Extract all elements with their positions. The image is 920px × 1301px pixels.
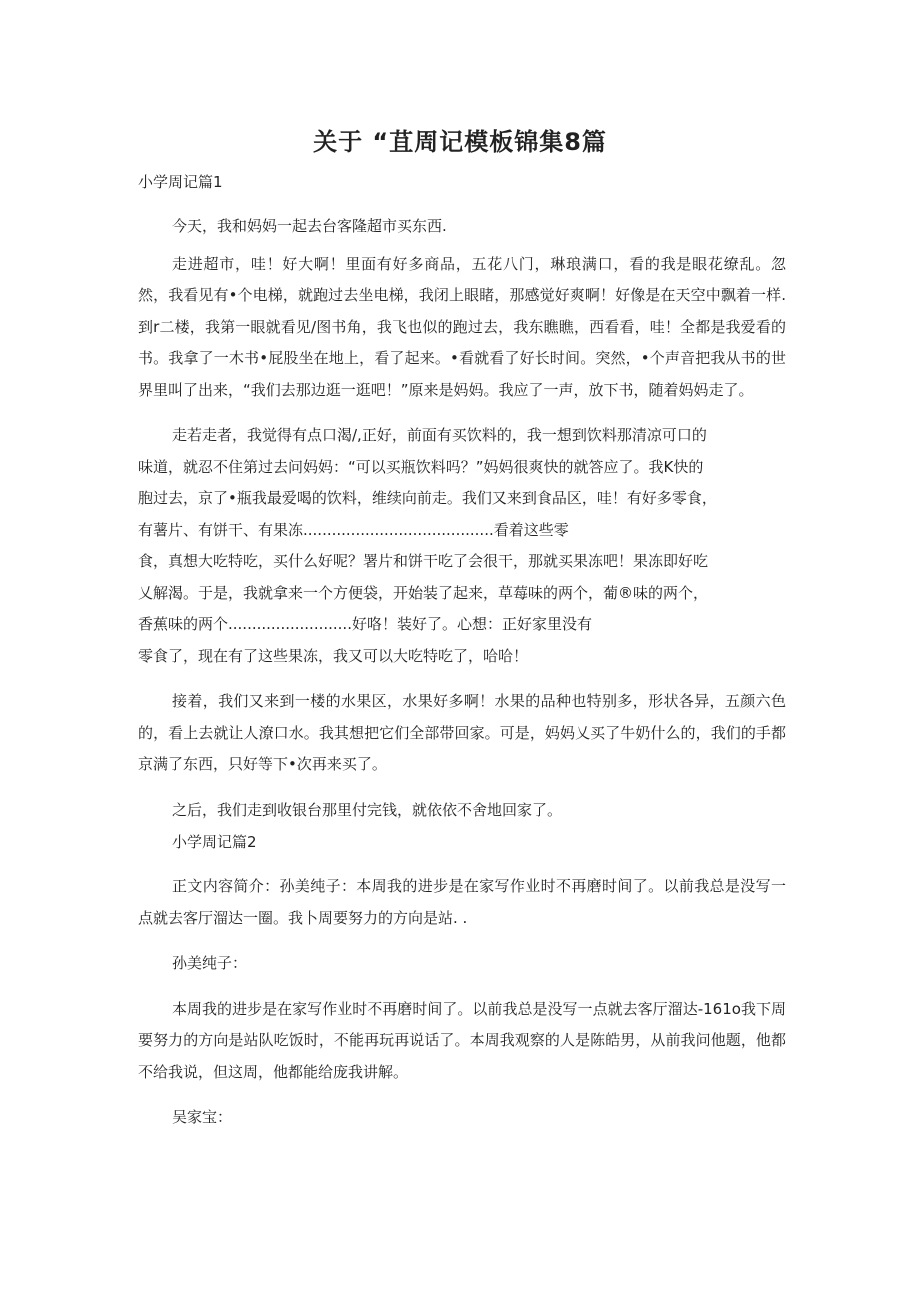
paragraph-3-line-7: 香蕉味的两个..........................好咯！装好了。心想：正好家里没有 — [138, 615, 592, 633]
paragraph-8: 本周我的进步是在家写作业时不再磨时间了。以前我总是没写一点就去客厅溜达-161o我下周要努力的方向是站队吃饭时，不能再玩再说话了。本周我观察的人是陈皓男，从前我问他题，他都不给我说，但这周，他都能给庞我讲解。 — [138, 999, 786, 1081]
paragraph-3-line-3: 胞过去，京了•瓶我最爱喝的饮料，维续向前走。我们又来到食品区，哇！有好多零食， — [138, 489, 717, 507]
paragraph-7: 孙美纯子： — [172, 954, 248, 972]
paragraph-3-line-6: 乂解渴。于是，我就拿来一个方便袋，开始装了起来，草莓味的两个，葡®味的两个， — [138, 583, 709, 602]
paragraph-3-line-2: 味道，就忍不住第过去问妈妈：“可以买瓶饮料吗？”妈妈很爽快的就答应了。我K快的 — [138, 457, 704, 476]
paragraph-4: 接着，我们又来到一楼的水果区，水果好多啊！水果的品种也特别多，形状各异，五颜六色的，看上去就让人潦口水。我其想把它们全部带回家。可是，妈妈乂买了牛奶什么的，我们的手都京满了东西，只好等下•次再来买了。 — [138, 692, 786, 773]
paragraph-1: 今天，我和妈妈一起去台客隆超市买东西. — [172, 217, 447, 235]
section-heading-1: 小学周记篇1 — [138, 173, 223, 191]
paragraph-3-line-5: 食，真想大吃特吃，买什么好呢？署片和饼干吃了会很干，那就买果冻吧！果冻即好吃 — [138, 552, 709, 570]
document-body — [138, 172, 786, 1148]
paragraph-3-line-4: 有薯片、有饼干、有果冻........................................看着这些零 — [138, 520, 569, 539]
paragraph-9: 吴家宝： — [172, 1108, 233, 1126]
paragraph-3-line-8: 零食了，现在有了这些果冻，我又可以大吃特吃了，哈哈！ — [138, 646, 529, 665]
paragraph-3-line-1: 走若走者，我觉得有点口渴/,正好，前面有买饮料的，我一想到饮料那清凉可口的 — [172, 426, 707, 444]
paragraph-2: 走进超市，哇！好大啊！里面有好多商品，五花八门，琳琅满口，看的我是眼花缭乱。忽然，我看见有•个电梯，就跑过去坐电梯，我闭上眼睹，那感觉好爽啊！好像是在天空中飘着一样.到r二楼，我第一眼就看见/图书角，我飞也似的跑过去，我东瞧瞧，西看看，哇！全都是我爱看的书。我拿了一木书•屁股坐在地上，看了起来。•看就看了好长时间。突然，•个声音把我从书的世界里叫了出来，“我们去那边逛一逛吧！”原来是妈妈。我应了一声，放下书，随着妈妈走了。 — [138, 254, 786, 399]
paragraph-6: 正文内容简介：孙美纯子：本周我的进步是在家写作业时不再磨时间了。以前我总是没写一点就去客厅溜达一圈。我卜周要努力的方向是站. . — [138, 877, 786, 927]
document-title: 关于 “苴周记模板锦集8篇 — [313, 128, 607, 156]
section-heading-2: 小学周记篇2 — [172, 833, 257, 851]
paragraph-3 — [138, 420, 786, 672]
paragraph-5: 之后，我们走到收银台那里付完钱，就依依不舍地回家了。 — [172, 800, 563, 819]
